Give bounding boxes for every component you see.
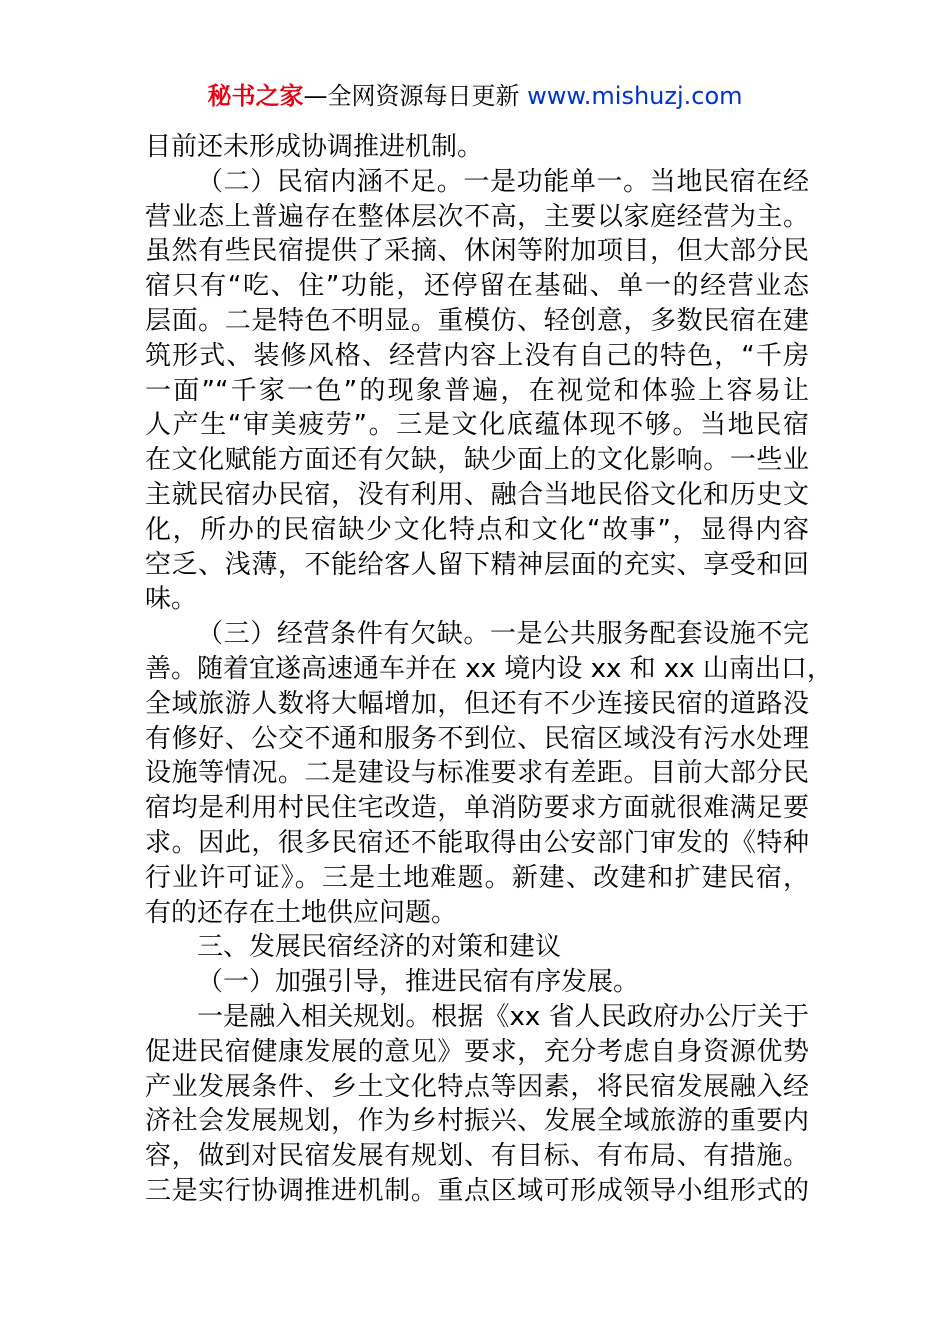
text-line: 促进民宿健康发展的意见》要求，充分考虑自身资源优势 — [145, 1036, 809, 1067]
header-tagline: 全网资源每日更新 — [327, 82, 520, 110]
text-line: 宿均是利用村民住宅改造，单消防要求方面就很难满足要 — [145, 793, 809, 824]
text-line: 空乏、浅薄，不能给客人留下精神层面的充实、享受和回 — [145, 549, 809, 580]
text-line: 产业发展条件、乡土文化特点等因素，将民宿发展融入经 — [145, 1071, 809, 1102]
text-line: 一面”“千家一色”的现象普遍，在视觉和体验上容易让 — [145, 375, 809, 406]
text-line: （三）经营条件有欠缺。一是公共服务配套设施不完 — [197, 619, 809, 650]
text-line: 求。因此，很多民宿还不能取得由公安部门审发的《特种 — [145, 827, 809, 858]
text-line: 济社会发展规划，作为乡村振兴、发展全域旅游的重要内 — [145, 1106, 809, 1137]
text-line: 人产生“审美疲劳”。三是文化底蕴体现不够。当地民宿 — [145, 410, 809, 441]
site-brand: 秘书之家 — [207, 82, 304, 110]
text-line: 目前还未形成协调推进机制。 — [145, 132, 484, 162]
text-line: 营业态上普遍存在整体层次不高，主要以家庭经营为主。 — [145, 201, 809, 232]
site-header — [0, 78, 950, 114]
text-line: 善。随着宜遂高速通车并在 xx 境内设 xx 和 xx 山南出口， — [145, 653, 833, 684]
text-line: 设施等情况。二是建设与标准要求有差距。目前大部分民 — [145, 758, 809, 789]
text-line: 筑形式、装修风格、经营内容上没有自己的特色，“千房 — [145, 340, 809, 371]
text-line: 味。 — [145, 584, 198, 615]
text-line: 有的还存在土地供应问题。 — [145, 897, 458, 928]
text-line: 层面。二是特色不明显。重模仿、轻创意，多数民宿在建 — [145, 305, 809, 336]
text-line: 三、发展民宿经济的对策和建议 — [197, 932, 562, 963]
text-line: 化，所办的民宿缺少文化特点和文化“故事”，显得内容 — [145, 514, 809, 545]
text-line: 主就民宿办民宿，没有利用、融合当地民俗文化和历史文 — [145, 479, 809, 510]
text-line: 三是实行协调推进机制。重点区域可形成领导小组形式的 — [145, 1175, 809, 1206]
text-line: 行业许可证》。三是土地难题。新建、改建和扩建民宿， — [145, 862, 809, 893]
text-line: 虽然有些民宿提供了采摘、休闲等附加项目，但大部分民 — [145, 236, 809, 267]
header-separator: — — [303, 82, 328, 110]
text-line: 在文化赋能方面还有欠缺，缺少面上的文化影响。一些业 — [145, 445, 809, 476]
text-line: 宿只有“吃、住”功能，还停留在基础、单一的经营业态 — [145, 271, 809, 302]
site-url-link[interactable]: www.mishuzj.com — [527, 82, 743, 110]
text-line: 有修好、公交不通和服务不到位、民宿区域没有污水处理 — [145, 723, 809, 754]
text-line: 一是融入相关规划。根据《xx 省人民政府办公厅关于 — [197, 1001, 809, 1032]
text-line: 容，做到对民宿发展有规划、有目标、有布局、有措施。 — [145, 1141, 809, 1172]
text-line: （二）民宿内涵不足。一是功能单一。当地民宿在经 — [197, 166, 809, 197]
document-body — [145, 130, 833, 1209]
text-line: （一）加强引导，推进民宿有序发展。 — [197, 967, 640, 998]
text-line: 全域旅游人数将大幅增加，但还有不少连接民宿的道路没 — [145, 688, 809, 719]
